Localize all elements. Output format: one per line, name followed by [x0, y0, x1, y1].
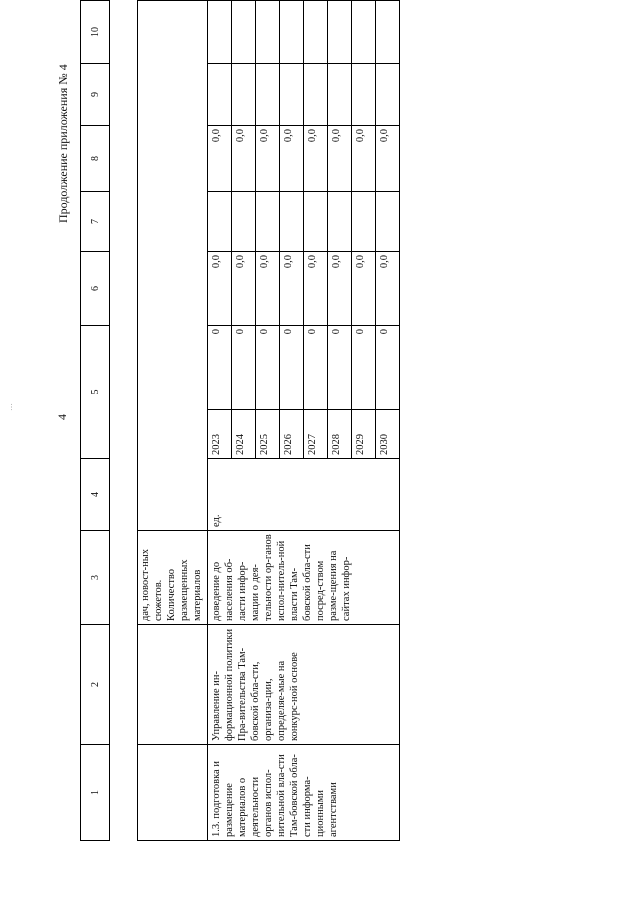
cell-3: дач, новост-ных сюжетов. Количество размещенных материалов: [138, 531, 208, 625]
value-col8: 0,0: [352, 126, 376, 192]
value-col10: [232, 1, 256, 64]
value-col7: [232, 192, 256, 252]
program-table: [137, 0, 400, 841]
header-col-3: 3: [81, 531, 110, 625]
header-col-1: 1: [81, 745, 110, 841]
value-col5: 0: [232, 326, 256, 410]
value-col6: 0,0: [352, 252, 376, 326]
header-col-10: 10: [81, 1, 110, 64]
value-col7: [328, 192, 352, 252]
value-col6: 0,0: [304, 252, 328, 326]
table-row: [208, 1, 232, 841]
value-col8: 0,0: [328, 126, 352, 192]
header-col-5: 5: [81, 326, 110, 459]
value-col5: 0: [376, 326, 400, 410]
value-col7: [208, 192, 232, 252]
continuation-caption: Продолжение приложения № 4: [56, 64, 70, 223]
value-col7: [352, 192, 376, 252]
item-unit: ед.: [208, 459, 400, 531]
value-col6: 0,0: [232, 252, 256, 326]
value-col10: [208, 1, 232, 64]
value-col7: [304, 192, 328, 252]
year-cell: 2025: [256, 410, 280, 459]
value-col9: [304, 64, 328, 126]
header-col-8: 8: [81, 126, 110, 192]
value-col9: [256, 64, 280, 126]
value-col9: [376, 64, 400, 126]
value-col6: 0,0: [280, 252, 304, 326]
value-col7: [376, 192, 400, 252]
value-col5: 0: [328, 326, 352, 410]
header-col-4: 4: [81, 459, 110, 531]
value-col8: 0,0: [232, 126, 256, 192]
cell-1: [138, 745, 208, 841]
value-col7: [280, 192, 304, 252]
value-col9: [208, 64, 232, 126]
year-cell: 2028: [328, 410, 352, 459]
value-col5: 0: [352, 326, 376, 410]
cell-2: [138, 625, 208, 745]
item-indicator: доведение до населения об-ласти инфор-мации о дея-тельности ор-ганов испол-нитель-ной власти Там-бовской обла-сти посред-ством разме-щения на сайтах инфор-: [208, 531, 400, 625]
column-header-table: [80, 0, 110, 841]
value-col10: [256, 1, 280, 64]
year-cell: 2030: [376, 410, 400, 459]
value-col9: [352, 64, 376, 126]
value-col6: 0,0: [208, 252, 232, 326]
value-col9: [232, 64, 256, 126]
header-col-2: 2: [81, 625, 110, 745]
value-col10: [304, 1, 328, 64]
value-col5: 0: [280, 326, 304, 410]
page-mark: …: [5, 403, 14, 411]
cell-merged: [138, 1, 208, 531]
value-col10: [376, 1, 400, 64]
value-col5: 0: [208, 326, 232, 410]
year-cell: 2029: [352, 410, 376, 459]
year-cell: 2024: [232, 410, 256, 459]
year-cell: 2026: [280, 410, 304, 459]
value-col10: [352, 1, 376, 64]
year-cell: 2027: [304, 410, 328, 459]
value-col7: [256, 192, 280, 252]
continuation-row: [138, 1, 208, 841]
item-executor: Управление ин-формационной политики Пра-вительства Там-бовской обла-сти, организа-ции, определяе-мые на конкурс-ной основе: [208, 625, 400, 745]
header-col-7: 7: [81, 192, 110, 252]
value-col5: 0: [304, 326, 328, 410]
value-col8: 0,0: [256, 126, 280, 192]
header-col-9: 9: [81, 64, 110, 126]
value-col9: [328, 64, 352, 126]
value-col10: [328, 1, 352, 64]
value-col10: [280, 1, 304, 64]
year-cell: 2023: [208, 410, 232, 459]
value-col8: 0,0: [208, 126, 232, 192]
value-col8: 0,0: [304, 126, 328, 192]
value-col6: 0,0: [256, 252, 280, 326]
value-col6: 0,0: [376, 252, 400, 326]
value-col8: 0,0: [280, 126, 304, 192]
item-title: 1.3. подготовка и размещение материалов о деятельности органов испол-нительной вла-сти Там-бовской обла-сти информа-ционными агентствами: [208, 745, 400, 841]
value-col9: [280, 64, 304, 126]
page-number: 4: [55, 414, 69, 420]
value-col5: 0: [256, 326, 280, 410]
header-col-6: 6: [81, 252, 110, 326]
value-col6: 0,0: [328, 252, 352, 326]
value-col8: 0,0: [376, 126, 400, 192]
